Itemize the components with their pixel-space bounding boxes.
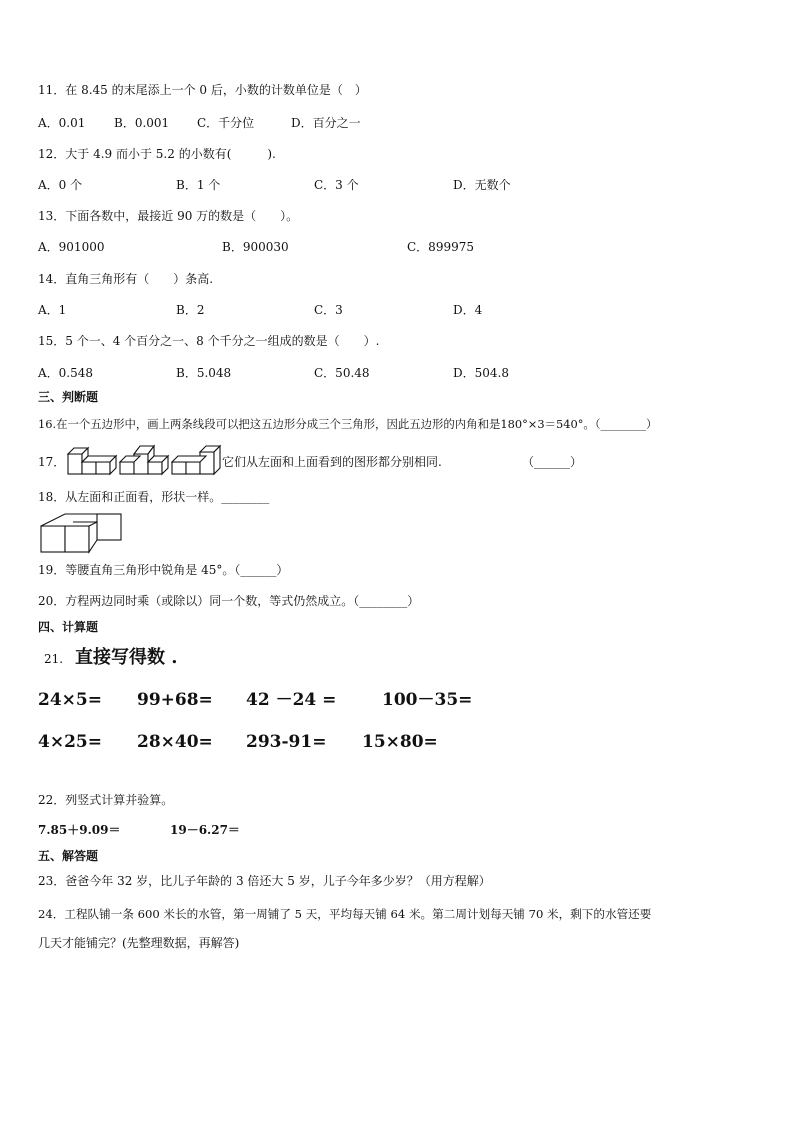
section-heading-judgement: 三、判断题	[38, 390, 99, 404]
q14-option-c[interactable]: C．3	[314, 303, 343, 317]
calc-item: 24×5=	[38, 690, 102, 710]
q22-item-1: 7.85＋9.09＝	[38, 823, 121, 837]
q20-text: 20．方程两边同时乘（或除以）同一个数，等式仍然成立。（________）	[38, 594, 420, 608]
cube-figure-2	[120, 446, 168, 474]
calc-item: 99+68=	[137, 690, 213, 710]
q11-option-d[interactable]: D．百分之一	[291, 116, 361, 130]
q23-text: 23．爸爸今年 32 岁，比儿子年龄的 3 倍还大 5 岁，儿子今年多少岁？（用方程解）	[38, 874, 491, 888]
q12-option-d[interactable]: D．无数个	[453, 178, 511, 192]
calc-item: 15×80=	[362, 732, 438, 752]
q16-text: 16.在一个五边形中，画上两条线段可以把这五边形分成三个三角形，因此五边形的内角和是180°×3＝540°。（________）	[38, 417, 658, 431]
q11-stem: 11．在 8.45 的末尾添上一个 0 后，小数的计数单位是（ ）	[38, 83, 367, 97]
calc-item: 4×25=	[38, 732, 102, 752]
section-heading-word-problems: 五、解答题	[38, 849, 99, 863]
q15-stem: 15．5 个一、4 个百分之一、8 个千分之一组成的数是（ ）.	[38, 334, 380, 348]
q12-stem: 12．大于 4.9 而小于 5.2 的小数有( ).	[38, 147, 276, 161]
q14-option-d[interactable]: D．4	[453, 303, 483, 317]
q15-option-a[interactable]: A．0.548	[38, 366, 94, 380]
q21-title: 直接写得数 .	[75, 647, 178, 668]
calc-item: 42 －24 =	[246, 690, 337, 710]
calc-item: 293-91=	[246, 732, 327, 752]
section-heading-calculation: 四、计算题	[38, 620, 99, 634]
q12-option-c[interactable]: C．3 个	[314, 178, 359, 192]
q22-item-2: 19－6.27＝	[170, 823, 240, 837]
q15-option-b[interactable]: B．5.048	[176, 366, 232, 380]
cube-figure-1	[68, 448, 116, 474]
q11-option-c[interactable]: C．千分位	[197, 116, 255, 130]
q13-stem: 13．下面各数中，最接近 90 万的数是（ ）。	[38, 209, 299, 223]
q18-text: 18．从左面和正面看，形状一样。________	[38, 490, 270, 504]
q12-option-b[interactable]: B．1 个	[176, 178, 221, 192]
q18-cubes-svg	[40, 510, 126, 554]
q14-stem: 14．直角三角形有（ ）条高.	[38, 272, 214, 286]
q13-option-b[interactable]: B．900030	[222, 240, 289, 254]
q14-option-b[interactable]: B．2	[176, 303, 205, 317]
q17-text: 它们从左面和上面看到的图形都分别相同.	[222, 455, 442, 469]
q24-line-1: 24．工程队铺一条 600 米长的水管，第一周铺了 5 天，平均每天铺 64 米。第二周计划每天铺 70 米，剩下的水管还要	[38, 907, 652, 921]
q17-number: 17．	[38, 455, 66, 469]
q17-cubes-svg	[64, 440, 222, 478]
q17-cube-figures	[64, 440, 222, 481]
q18-cube-figure	[40, 510, 126, 557]
cube-figure-3	[172, 446, 220, 474]
q14-option-a[interactable]: A．1	[38, 303, 67, 317]
q12-option-a[interactable]: A．0 个	[38, 178, 83, 192]
calc-item: 28×40=	[137, 732, 213, 752]
q19-text: 19．等腰直角三角形中锐角是 45°。（______）	[38, 563, 289, 577]
q22-stem: 22．列竖式计算并验算。	[38, 793, 174, 807]
q13-option-a[interactable]: A．901000	[38, 240, 105, 254]
q17-answer-blank[interactable]: （______）	[522, 455, 583, 469]
q15-option-c[interactable]: C．50.48	[314, 366, 370, 380]
q24-line-2: 几天才能铺完？(先整理数据，再解答)	[38, 936, 240, 950]
q11-option-b[interactable]: B．0.001	[114, 116, 170, 130]
calc-item: 100－35=	[382, 690, 473, 710]
q15-option-d[interactable]: D．504.8	[453, 366, 509, 380]
q11-option-a[interactable]: A．0.01	[38, 116, 86, 130]
q21-number: 21.	[44, 652, 64, 666]
q13-option-c[interactable]: C．899975	[407, 240, 474, 254]
